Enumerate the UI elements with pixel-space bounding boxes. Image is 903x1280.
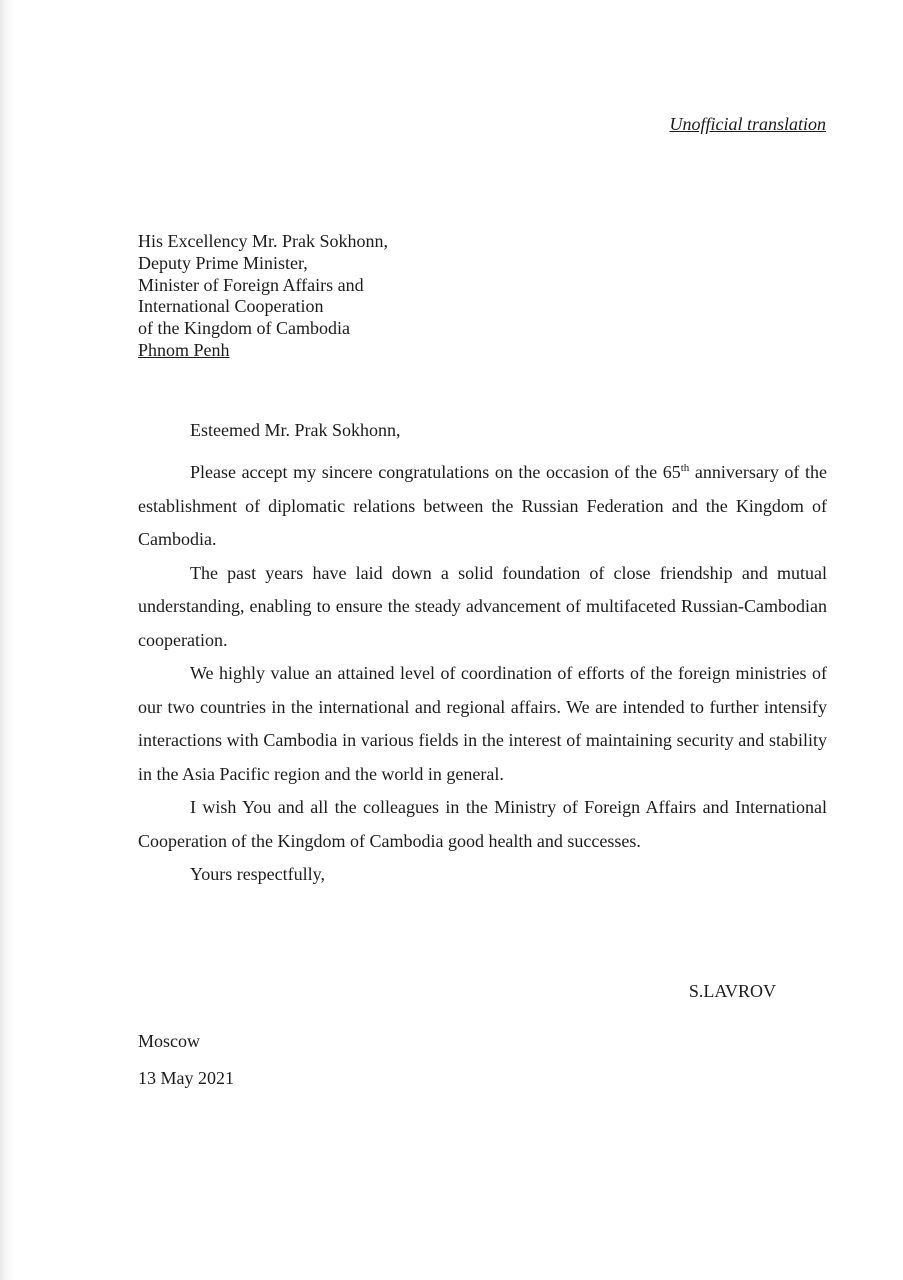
- place: Moscow: [138, 1031, 200, 1051]
- recipient-title-2: Minister of Foreign Affairs and: [138, 274, 364, 295]
- recipient-title-4: of the Kingdom of Cambodia: [138, 318, 350, 339]
- paragraph-congratulations: [138, 456, 827, 557]
- paragraph-friendship: The past years have laid down a solid foundation of close friendship and mutual understanding, enabling to ensure the steady advancement of multifaceted Russian-Cambodian cooperation.: [138, 562, 827, 650]
- signature-name: S.LAVROV: [688, 981, 776, 1001]
- recipient-city: Phnom Penh: [138, 339, 230, 360]
- letter-body: [138, 418, 827, 892]
- recipient-name: His Excellency Mr. Prak Sokhonn,: [138, 231, 388, 251]
- paragraph-cooperation: We highly value an attained level of coordination of efforts of the foreign ministries of our two countries in the international and regional affairs. We are intended to further intensify interactions with Cambodia in various fields in the interest of maintaining security and stability in the Asia Pacific region and the world in general.: [138, 663, 827, 784]
- recipient-title-1: Deputy Prime Minister,: [138, 252, 308, 273]
- ordinal-suffix: th: [680, 462, 690, 474]
- salutation: Esteemed Mr. Prak Sokhonn,: [190, 420, 401, 440]
- recipient-address-block: [138, 231, 388, 362]
- paragraph-wishes: I wish You and all the colleagues in the Ministry of Foreign Affairs and International Cooperation of the Kingdom of Cambodia good health and successes.: [138, 797, 827, 851]
- recipient-title-3: International Cooperation: [138, 296, 324, 317]
- unofficial-translation-note: Unofficial translation: [669, 114, 826, 134]
- closing: Yours respectfully,: [190, 864, 325, 884]
- date: 13 May 2021: [138, 1068, 234, 1088]
- paragraph-1-start: Please accept my sincere congratulations on the occasion of the 65: [190, 462, 681, 482]
- paragraph-1-end: anniversary of the establishment of diplomatic relations between the Russian Federation and the Kingdom of Cambodia.: [138, 462, 827, 549]
